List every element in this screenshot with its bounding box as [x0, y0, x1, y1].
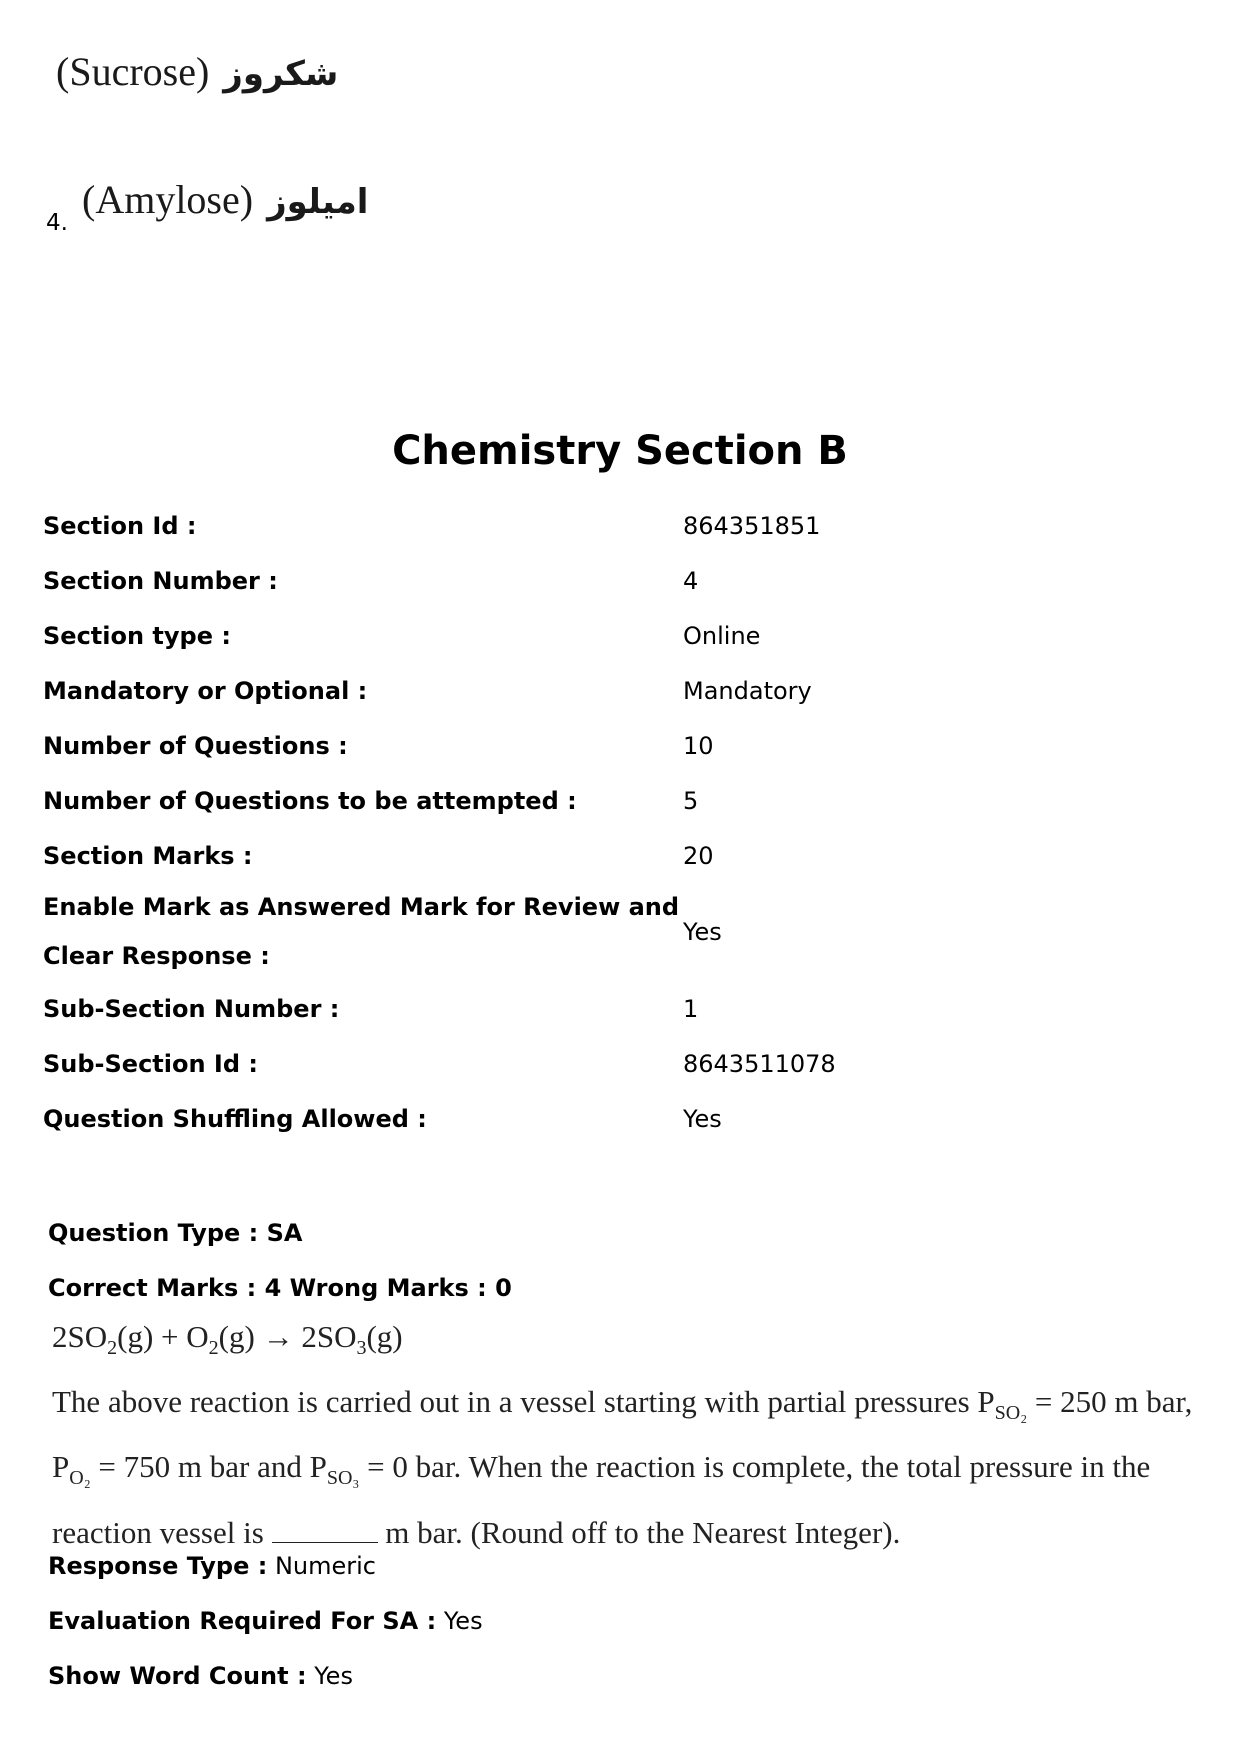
word-count-value: Yes: [314, 1662, 353, 1690]
info-value: Online: [683, 621, 761, 650]
info-row: [43, 1091, 1043, 1146]
question-type: Question Type : SA: [48, 1219, 303, 1247]
option-4-english: (Amylose): [82, 177, 254, 222]
info-label: Section Marks :: [43, 841, 253, 870]
question-image: [52, 1310, 1202, 1560]
evaluation-label: Evaluation Required For SA :: [48, 1607, 437, 1635]
info-value: 10: [683, 731, 714, 760]
info-row: [43, 663, 1043, 718]
info-row: [43, 1036, 1043, 1091]
info-value: Yes: [683, 1104, 722, 1133]
info-label: Section Id :: [43, 511, 197, 540]
show-word-count: [48, 1662, 1148, 1690]
option-4-image: [82, 176, 368, 223]
question-marks: Correct Marks : 4 Wrong Marks : 0: [48, 1274, 512, 1302]
question-text-line-3: reaction vessel is m bar. (Round off to the Nearest Integer).: [52, 1514, 901, 1550]
option-3-image: [56, 48, 338, 95]
info-value: Mandatory: [683, 676, 812, 705]
info-value: 864351851: [683, 511, 821, 540]
question-text-line-1: The above reaction is carried out in a vessel starting with partial pressures $P_{SO_2} = 250$ m bar,: [52, 1384, 1193, 1425]
info-value: Yes: [683, 918, 722, 946]
info-row: [43, 828, 1043, 883]
response-type: [48, 1552, 1148, 1580]
answer-blank: [272, 1518, 378, 1543]
reaction-equation: $2SO_2(g) + O_2(g) \to 2SO_3(g)$: [52, 1319, 403, 1360]
info-row: [43, 773, 1043, 828]
option-4-urdu: امیلوز: [267, 182, 369, 222]
info-label: Number of Questions to be attempted :: [43, 786, 577, 815]
info-row: [43, 718, 1043, 773]
info-row: [43, 498, 1043, 553]
info-label: Sub-Section Number :: [43, 994, 340, 1023]
info-label: Section Number :: [43, 566, 278, 595]
info-label: Mandatory or Optional :: [43, 676, 368, 705]
info-value: 8643511078: [683, 1049, 836, 1078]
info-label: Number of Questions :: [43, 731, 348, 760]
info-label: Enable Mark as Answered Mark for Review and Clear Response :: [43, 893, 680, 970]
response-type-value: Numeric: [274, 1552, 376, 1580]
question-text-line-2: $P_{O_2} = 750$ m bar and $P_{SO_3} = 0$ bar. When the reaction is complete, the total pressure in the: [52, 1449, 1151, 1490]
question-block: [48, 1206, 1198, 1560]
option-3-urdu: شکروز: [223, 54, 339, 94]
section-info-table: [43, 498, 1043, 1146]
info-value: 1: [683, 994, 699, 1023]
word-count-label: Show Word Count :: [48, 1662, 307, 1690]
info-label: Question Shuffling Allowed :: [43, 1104, 427, 1133]
info-value: 20: [683, 841, 714, 870]
info-label: Sub-Section Id :: [43, 1049, 258, 1078]
info-row: [43, 981, 1043, 1036]
evaluation-required: [48, 1607, 1148, 1635]
info-label: Section type :: [43, 621, 231, 650]
response-type-label: Response Type :: [48, 1552, 268, 1580]
info-row: [43, 883, 1043, 981]
info-value: 4: [683, 566, 699, 595]
info-value: 5: [683, 786, 699, 815]
option-3-english: (Sucrose): [56, 49, 210, 94]
info-row: [43, 608, 1043, 663]
evaluation-value: Yes: [443, 1607, 483, 1635]
section-title: Chemistry Section B: [392, 428, 848, 474]
info-row: [43, 553, 1043, 608]
option-4-number: 4.: [46, 210, 68, 236]
